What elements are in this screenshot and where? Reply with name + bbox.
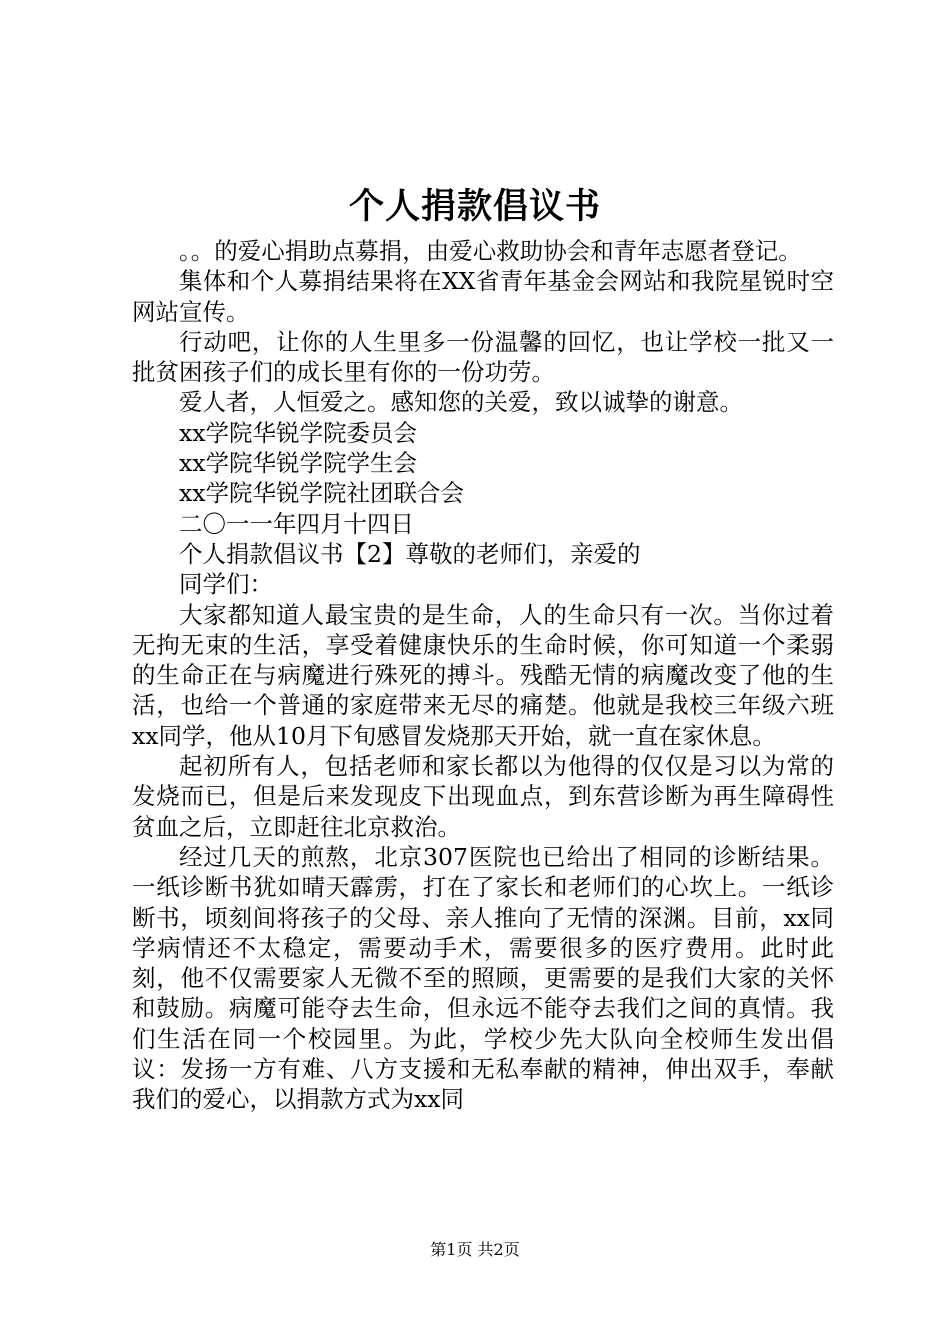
- document-body: [132, 236, 834, 1115]
- paragraph: 起初所有人，包括老师和家长都以为他得的仅仅是习以为常的发烧而已，但是后来发现皮下出现血点，到东营诊断为再生障碍性贫血之后，立即赶往北京救治。: [132, 752, 834, 841]
- salutation: 同学们：: [179, 570, 273, 599]
- signature-line: xx学院华锐学院社团联合会: [179, 479, 465, 508]
- page-footer: 第1页 共2页: [430, 1240, 520, 1259]
- document-title: 个人捐款倡议书: [348, 186, 601, 227]
- section-heading: 个人捐款倡议书【2】尊敬的老师们，亲爱的: [179, 539, 641, 568]
- date-line: 二〇一一年四月十四日: [179, 509, 414, 538]
- paragraph: 大家都知道人最宝贵的是生命，人的生命只有一次。当你过着无拘无束的生活，享受着健康快乐的生命时候，你可知道一个柔弱的生命正在与病魔进行殊死的搏斗。残酷无情的病魔改变了他的生活，也给一个普通的家庭带来无尽的痛楚。他就是我校三年级六班xx同学，他从10月下旬感冒发烧那天开始，就一直在家休息。: [132, 600, 834, 750]
- paragraph: 经过几天的煎熬，北京307医院也已给出了相同的诊断结果。一纸诊断书犹如晴天霹雳，打在了家长和老师们的心坎上。一纸诊断书，顷刻间将孩子的父母、亲人推向了无情的深渊。目前，xx同学病情还不太稳定，需要动手术，需要很多的医疗费用。此时此刻，他不仅需要家人无微不至的照顾，更需要的是我们大家的关怀和鼓励。病魔可能夺去生命，但永远不能夺去我们之间的真情。我们生活在同一个校园里。为此，学校少先大队向全校师生发出倡议：发扬一方有难、八方支援和无私奉献的精神，伸出双手，奉献我们的爱心，以捐款方式为xx同: [132, 842, 834, 1114]
- paragraph: 。。的爱心捐助点募捐，由爱心救助协会和青年志愿者登记。: [179, 237, 802, 265]
- signature-line: xx学院华锐学院学生会: [179, 449, 418, 478]
- signature-line: xx学院华锐学院委员会: [179, 418, 418, 447]
- paragraph: 集体和个人募捐结果将在XX省青年基金会网站和我院星锐时空网站宣传。: [132, 267, 834, 326]
- paragraph: 爱人者，人恒爱之。感知您的关爱，致以诚挚的谢意。: [179, 388, 743, 417]
- paragraph: 行动吧，让你的人生里多一份温馨的回忆，也让学校一批又一批贫困孩子们的成长里有你的一份功劳。: [132, 327, 834, 387]
